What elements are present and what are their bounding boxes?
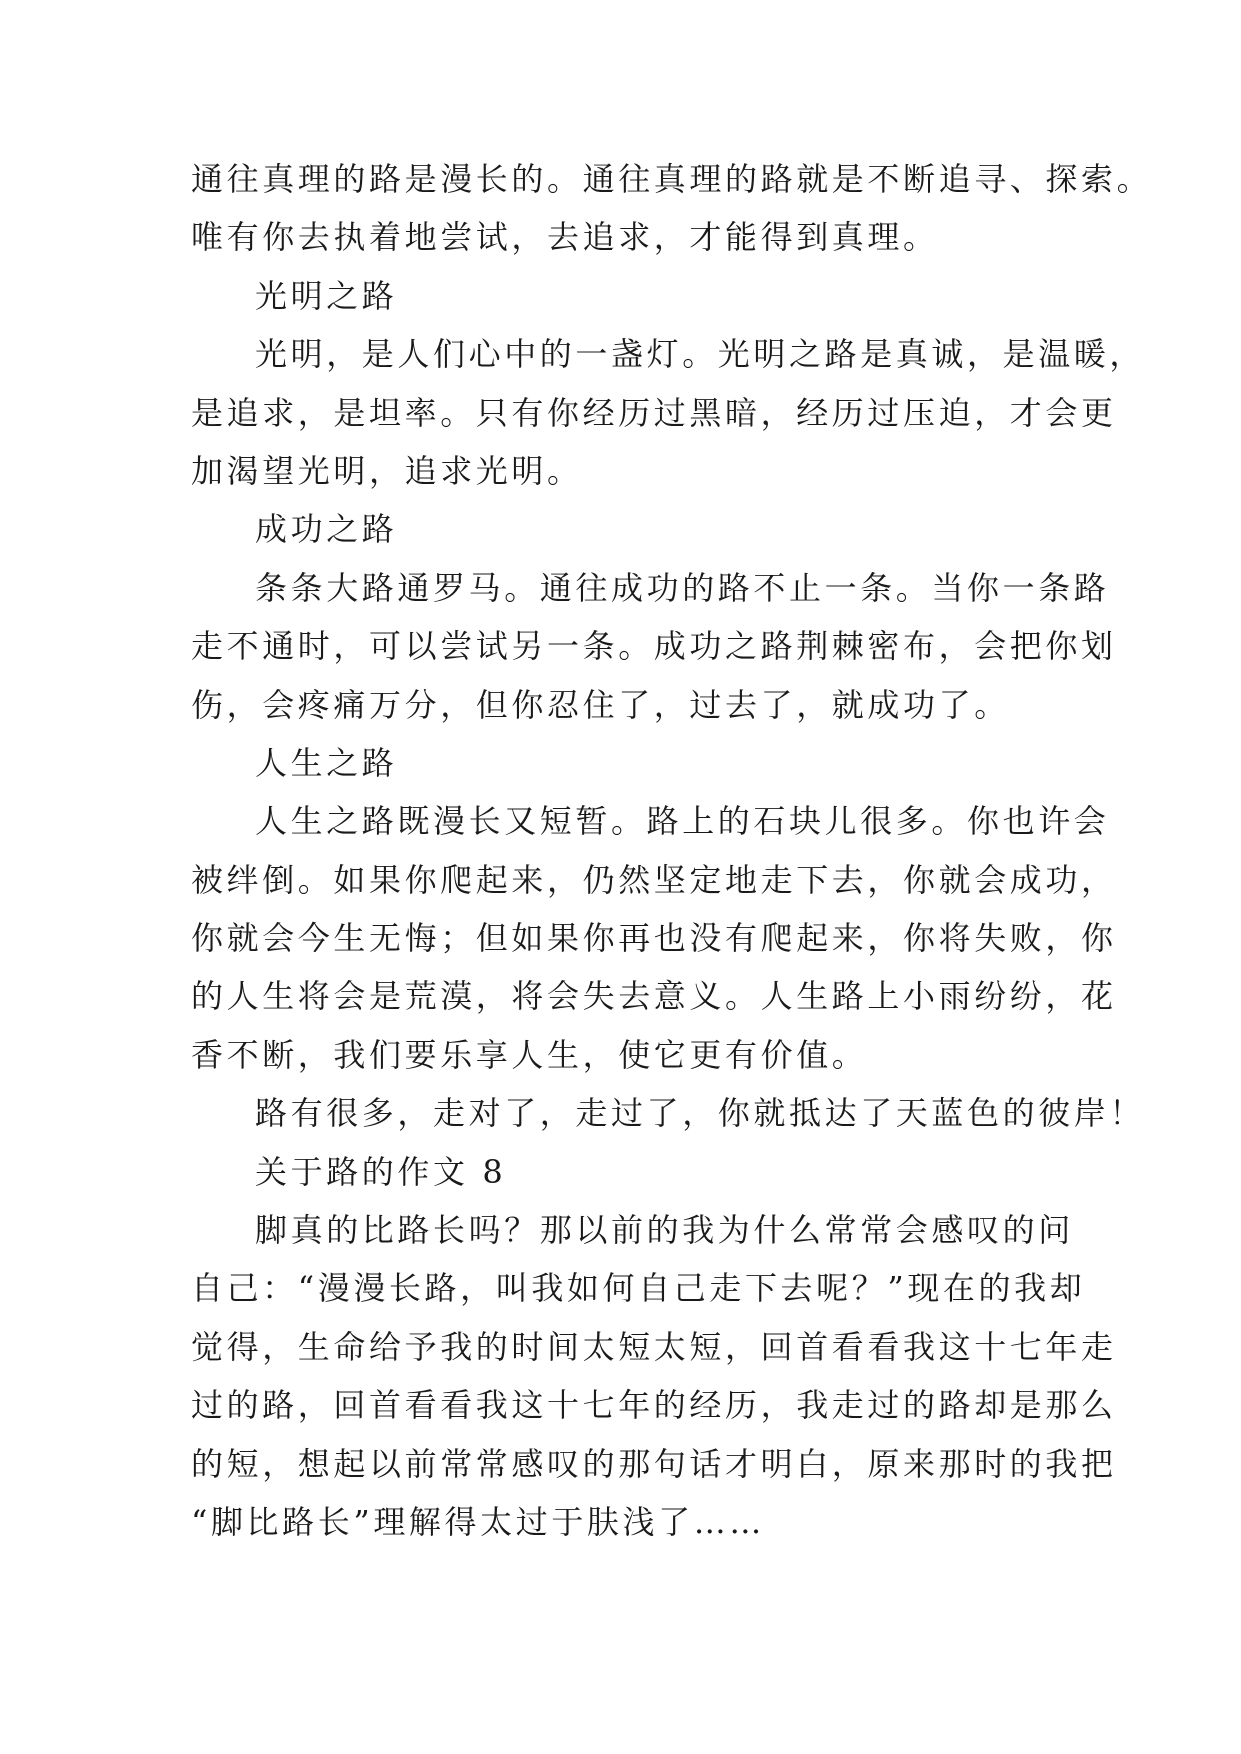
text-line: 光明，是人们心中的一盏灯。光明之路是真诚，是温暖， bbox=[255, 335, 1146, 374]
text-line: 香不断，我们要乐享人生，使它更有价值。 bbox=[191, 1035, 868, 1074]
text-line: 唯有你去执着地尝试，去追求，才能得到真理。 bbox=[191, 218, 939, 257]
text-line: 条条大路通罗马。通往成功的路不止一条。当你一条路 bbox=[255, 568, 1110, 607]
text-line: 被绊倒。如果你爬起来，仍然坚定地走下去，你就会成功， bbox=[191, 860, 1117, 899]
text-line: 通往真理的路是漫长的。通往真理的路就是不断追寻、探索。 bbox=[191, 160, 1153, 198]
essay-title: 关于路的作文 8 bbox=[255, 1152, 507, 1191]
text-line: “脚比路长”理解得太过于肤浅了…… bbox=[191, 1502, 765, 1541]
text-line: 人生之路既漫长又短暂。路上的石块儿很多。你也许会 bbox=[255, 802, 1110, 841]
text-line: 是追求，是坦率。只有你经历过黑暗，经历过压迫，才会更 bbox=[191, 393, 1117, 432]
text-line: 的人生将会是荒漠，将会失去意义。人生路上小雨纷纷，花 bbox=[191, 977, 1117, 1016]
text-line: 觉得，生命给予我的时间太短太短，回首看看我这十七年走 bbox=[191, 1327, 1117, 1366]
text-line: 的短，想起以前常常感叹的那句话才明白，原来那时的我把 bbox=[191, 1444, 1117, 1483]
text-line: 伤，会疼痛万分，但你忍住了，过去了，就成功了。 bbox=[191, 685, 1010, 724]
text-line: 你就会今生无悔；但如果你再也没有爬起来，你将失败，你 bbox=[191, 919, 1117, 958]
section-heading-guangming: 光明之路 bbox=[255, 276, 398, 315]
text-line: 脚真的比路长吗？那以前的我为什么常常会感叹的问 bbox=[255, 1211, 1074, 1250]
text-line: 走不通时，可以尝试另一条。成功之路荆棘密布，会把你划 bbox=[191, 627, 1117, 666]
section-heading-chenggong: 成功之路 bbox=[255, 510, 398, 549]
text-line: 过的路，回首看看我这十七年的经历，我走过的路却是那么 bbox=[191, 1386, 1117, 1425]
text-line: 加渴望光明，追求光明。 bbox=[191, 451, 583, 490]
document-page bbox=[191, 150, 1153, 1551]
text-line: 自己：“漫漫长路，叫我如何自己走下去呢？”现在的我却 bbox=[191, 1269, 1086, 1308]
text-line: 路有很多，走对了，走过了，你就抵达了天蓝色的彼岸！ bbox=[255, 1094, 1146, 1133]
section-heading-rensheng: 人生之路 bbox=[255, 743, 398, 782]
